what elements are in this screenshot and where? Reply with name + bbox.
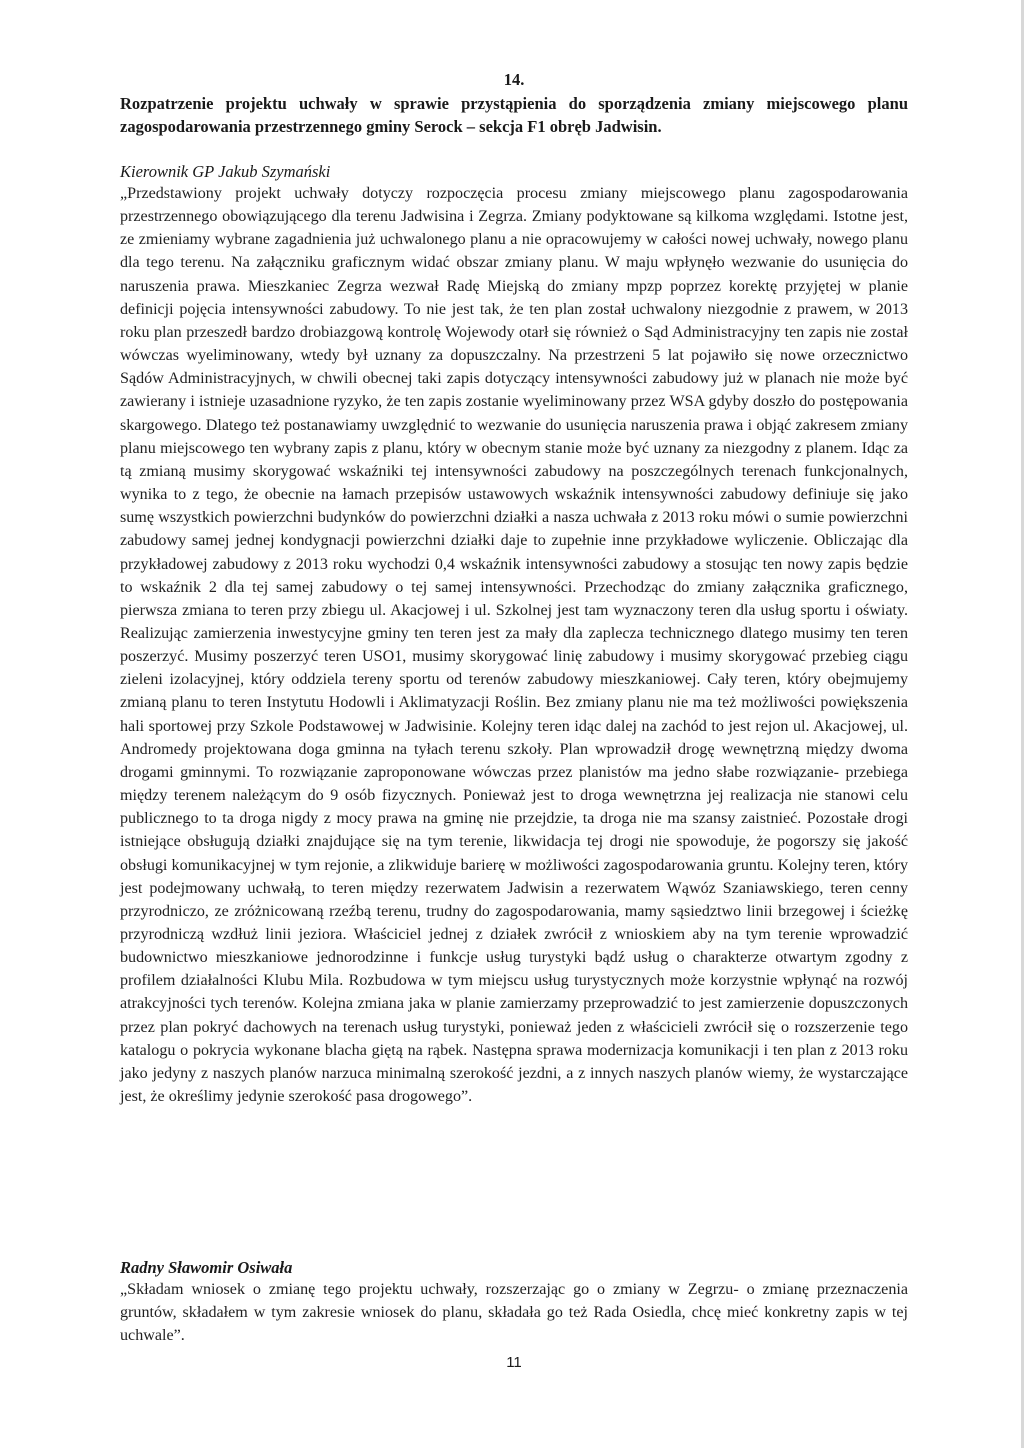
speaker-name: Kierownik GP Jakub Szymański (120, 162, 331, 181)
speaker-name: Radny Sławomir Osiwała (120, 1258, 293, 1277)
statement-text: „Składam wniosek o zmianę tego projektu uchwały, rozszerzając go o zmiany w Zegrzu- o zmianę przeznaczenia gruntów, składałem w tym zakresie wniosek do planu, składała go też Rada Osiedla, chcę mieć konkretny zapis w tej uchwale”. (120, 1281, 908, 1345)
section-title: Rozpatrzenie projektu uchwały w sprawie przystąpienia do sporządzenia zmiany miejscowego planu zagospodarowania przestrzennego gminy Serock – sekcja F1 obręb Jadwisin. (120, 94, 908, 136)
statement-text: „Przedstawiony projekt uchwały dotyczy rozpoczęcia procesu zmiany miejscowego planu zagospodarowania przestrzennego obowiązującego dla terenu Jadwisina i Zegrza. Zmiany podyktowane są kilkoma względami. Istotne jest, ze zmieniamy wybrane zagadnienia już uchwalonego planu a nie opracowujemy w całości nowej uchwały, nowego planu dla tego terenu. Na załączniku graficznym widać obszar zmiany planu. W maju wpłynęło wezwanie do usunięcia do naruszenia prawa. Mieszkaniec Zegrza wezwał Radę Miejską do zmiany mpzp poprzez korektę przyjętej w planie definicji pojęcia intensywności zabudowy. To nie jest tak, że ten plan został uchwalony niezgodnie z prawem, w 2013 roku plan przeszedł bardzo drobiazgową kontrolę Wojewody otarł się również o Sąd Administracyjny ten zapis nie został wówczas wyeliminowany, wtedy był uznany za dopuszczalny. Na przestrzeni 5 lat pojawiło się nowe orzecznictwo Sądów Administracyjnych, w chwili obecnej taki zapis dotyczący intensywności zabudowy już w planach nie może być zawierany i istnieje uzasadnione ryzyko, że ten zapis zostanie wyeliminowany przez WSA gdyby doszło do postępowania skargowego. Dlatego też postanawiamy uwzględnić to wezwanie do usunięcia naruszenia prawa i objąć zakresem zmiany planu miejscowego ten wybrany zapis z planu, który w obecnym stanie może być uznany za niezgodny z planem. Idąc za tą zmianą musimy skorygować wskaźniki tej intensywności zabudowy na poszczególnych terenach funkcjonalnych, wynika to z tego, że obecnie na łamach przepisów ustawowych wskaźnik intensywności zabudowy definiuje się jako sumę wszystkich powierzchni budynków do powierzchni działki a nasza uchwała z 2013 roku mówi o sumie powierzchni zabudowy samej jednej kondygnacji powierzchni działki daje to zupełnie inne przykładowe wyliczenie. Obliczając dla przykładowej zabudowy z 2013 roku wychodzi 0,4 wskaźnik intensywności zabudowy a stosując ten nowy zapis będzie to wskaźnik 2 dla tej samej zabudowy o tej samej intensywności. Przechodząc do zmiany załącznika graficznego, pierwsza zmiana to teren przy zbiegu ul. Akacjowej i ul. Szkolnej jest tam wyznaczony teren dla usług sportu i oświaty. Realizując zamierzenia inwestycyjne gminy ten teren jest za mały dla zaplecza technicznego dlatego musimy ten teren poszerzyć. Musimy poszerzyć teren USO1, musimy skorygować linię zabudowy i musimy skorygować przebieg ciągu zieleni izolacyjnej, który oddziela tereny sportu od terenów zabudowy mieszkaniowej. Cały teren, który obejmujemy zmianą planu to teren Instytutu Hodowli i Aklimatyzacji Roślin. Bez zmiany planu nie ma też możliwości powiększenia hali sportowej przy Szkole Podstawowej w Jadwisinie. Kolejny teren idąc dalej na zachód to jest rejon ul. Akacjowej, ul. Andromedy projektowana doga gminna na tyłach terenu szkoły. Plan wprowadził drogę wewnętrzną między dwoma drogami gminnymi. To rozwiązanie zaproponowane wówczas przez planistów ma jedno słabe rozwiązanie- przebiega między terenem należącym do 9 osób fizycznych. Ponieważ jest to droga wewnętrzna jej realizacja nie stanowi celu publicznego to ta droga nigdy z mocy prawa na gminę nie przejdzie, ta droga nie ma szansy zaistnieć. Pozostałe drogi istniejące obsługują działki znajdujące się na tym terenie, likwidacja tej drogi nie spowoduje, że pogorszy się jakość obsługi komunikacyjnej w tym rejonie, a zlikwiduje barierę w możliwości zagospodarowania gruntu. Kolejny teren, który jest podejmowany uchwałą, to teren między rezerwatem Jadwisin a rezerwatem Wąwóz Szaniawskiego, teren cenny przyrodniczo, ze zróżnicowaną rzeźbą terenu, trudny do zagospodarowania, mamy sąsiedztwo linii brzegowej i ścieżkę przyrodniczą wzdłuż linii jeziora. Właściciel jednej z działek zwrócił z wnioskiem aby na tym terenie wprowadzić budownictwo mieszkaniowe jednorodzinne i funkcje usług turystyki bądź usług o charakterze otwartym zgodny z profilem działalności Klubu Mila. Rozbudowa w tym miejscu usług turystycznych może korzystnie wpłynąć na rozwój atrakcyjności tych terenów. Kolejna zmiana jaka w planie zamierzamy przeprowadzić to jest zamierzenie dopuszczonych przez plan pokryć dachowych na terenach usług turystyki, ponieważ jeden z właścicieli zwrócił się o rozszerzenie tego katalogu o pokrycia wykonane blacha giętą na rąbek. Następna sprawa modernizacja komunikacji i ten plan z 2013 roku jako jedyny z naszych planów narzuca minimalną szerokość jezdni, a z innych naszych planów wiemy, że wystarczające jest, że określimy jedynie szerokość pasa drogowego”. (120, 185, 908, 1106)
page-number: 11 (506, 1354, 522, 1371)
section-number: 14. (503, 70, 525, 89)
